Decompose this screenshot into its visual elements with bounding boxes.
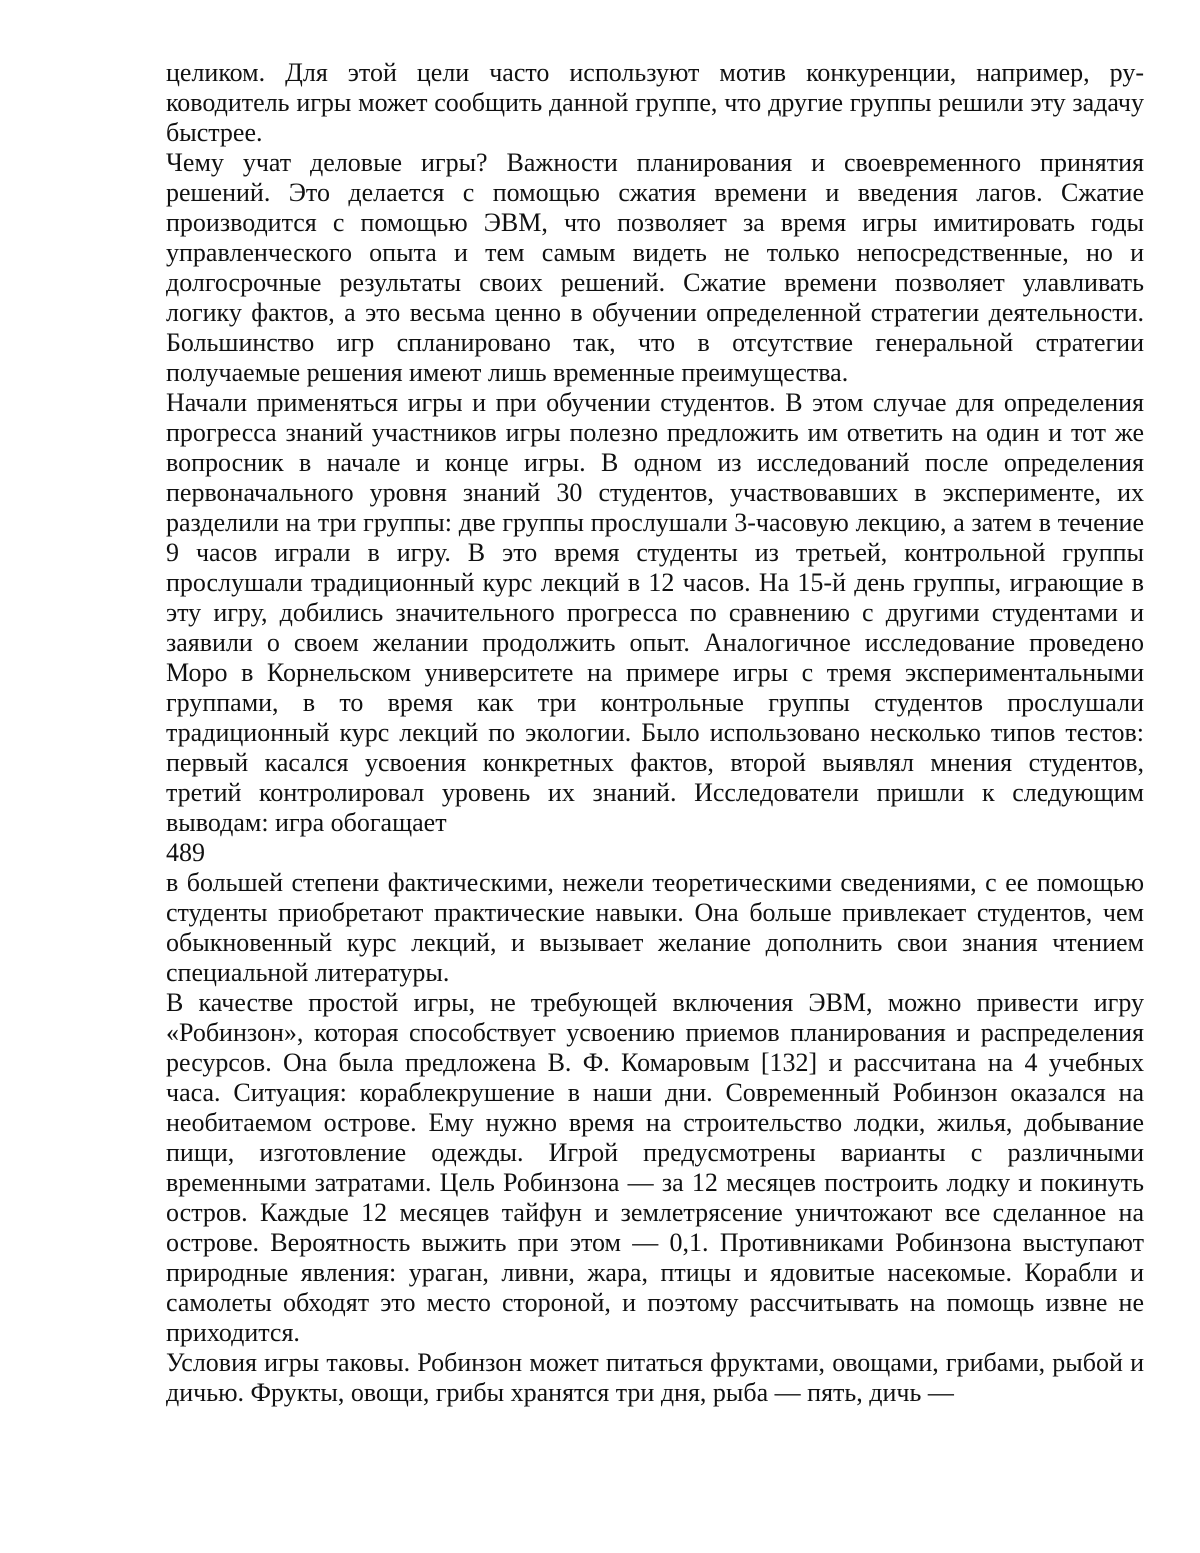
paragraph-competition: целиком. Для этой цели часто используют мотив конкуренции, например, ру-ководитель игры может сообщить данной группе, что другие группы решили эту задачу быстрее. — [166, 58, 1144, 147]
paragraph-practical-skills: в большей степени фактическими, нежели теоретическими сведениями, с ее помощью студенты приобретают практические навыки. Она больше привлекает студентов, чем обыкновенный курс лекций, и вызывает желание дополнить свои знания чтением специальной литературы. — [166, 868, 1144, 987]
page-number: 489 — [166, 838, 205, 867]
paragraph-student-training: Начали применяться игры и при обучении студентов. В этом случае для определения прогресса знаний участников игры полезно предложить им ответить на один и тот же вопросник в начале и конце игры. В одном из исследований после определения первоначального уровня знаний 30 студентов, участвовавших в эксперименте, их разделили на три группы: две группы прослушали 3-часовую лекцию, а затем в течение 9 часов играли в игру. В это время студенты из третьей, контрольной группы прослушали традиционный курс лекций в 12 часов. На 15-й день группы, играющие в эту игру, добились значительного прогресса по сравнению с другими студентами и заявили о своем желании продолжить опыт. Аналогичное исследование проведено Моро в Корнельском университете на примере игры с тремя экспериментальными группами, в то время как три контрольные группы студентов прослушали традиционный курс лекций по экологии. Было использовано несколько типов тестов: первый касался усвоения конкретных фактов, второй выявлял мнения студентов, третий контролировал уровень их знаний. Исследователи пришли к следующим выводам: игра обогащает — [166, 388, 1144, 837]
paragraph-game-conditions: Условия игры таковы. Робинзон может питаться фруктами, овощами, грибами, рыбой и дичью. Фрукты, овощи, грибы хранятся три дня, рыба — пять, дичь — — [166, 1348, 1144, 1407]
paragraph-robinson-game: В качестве простой игры, не требующей включения ЭВМ, можно привести игру «Робинзон», которая способствует усвоению приемов планирования и распределения ресурсов. Она была предложена В. Ф. Комаровым [132] и рассчитана на 4 учебных часа. Ситуация: кораблекрушение в наши дни. Современный Робинзон оказался на необитаемом острове. Ему нужно время на строительство лодки, жилья, добывание пищи, изготовление одежды. Игрой предусмотрены варианты с различными временными затратами. Цель Робинзона — за 12 месяцев построить лодку и покинуть остров. Каждые 12 месяцев тайфун и землетрясение уничтожают все сделанное на острове. Вероятность выжить при этом — 0,1. Противниками Робинзона выступают природные явления: ураган, ливни, жара, птицы и ядовитые насекомые. Корабли и самолеты обходят это место стороной, и поэтому рассчитывать на помощь извне не приходится. — [166, 988, 1144, 1347]
paragraph-business-games: Чему учат деловые игры? Важности планирования и своевременного принятия решений. Это делается с помощью сжатия времени и введения лагов. Сжатие производится с помощью ЭВМ, что позволяет за время игры имитировать годы управленческого опыта и тем самым видеть не только непосредственные, но и долгосрочные результаты своих решений. Сжатие времени позволяет улавливать логику фактов, а это весьма ценно в обучении определенной стратегии деятельности. Большинство игр спланировано так, что в отсутствие генеральной стратегии получаемые решения имеют лишь временные преимущества. — [166, 148, 1144, 387]
document-page — [166, 58, 1144, 1408]
